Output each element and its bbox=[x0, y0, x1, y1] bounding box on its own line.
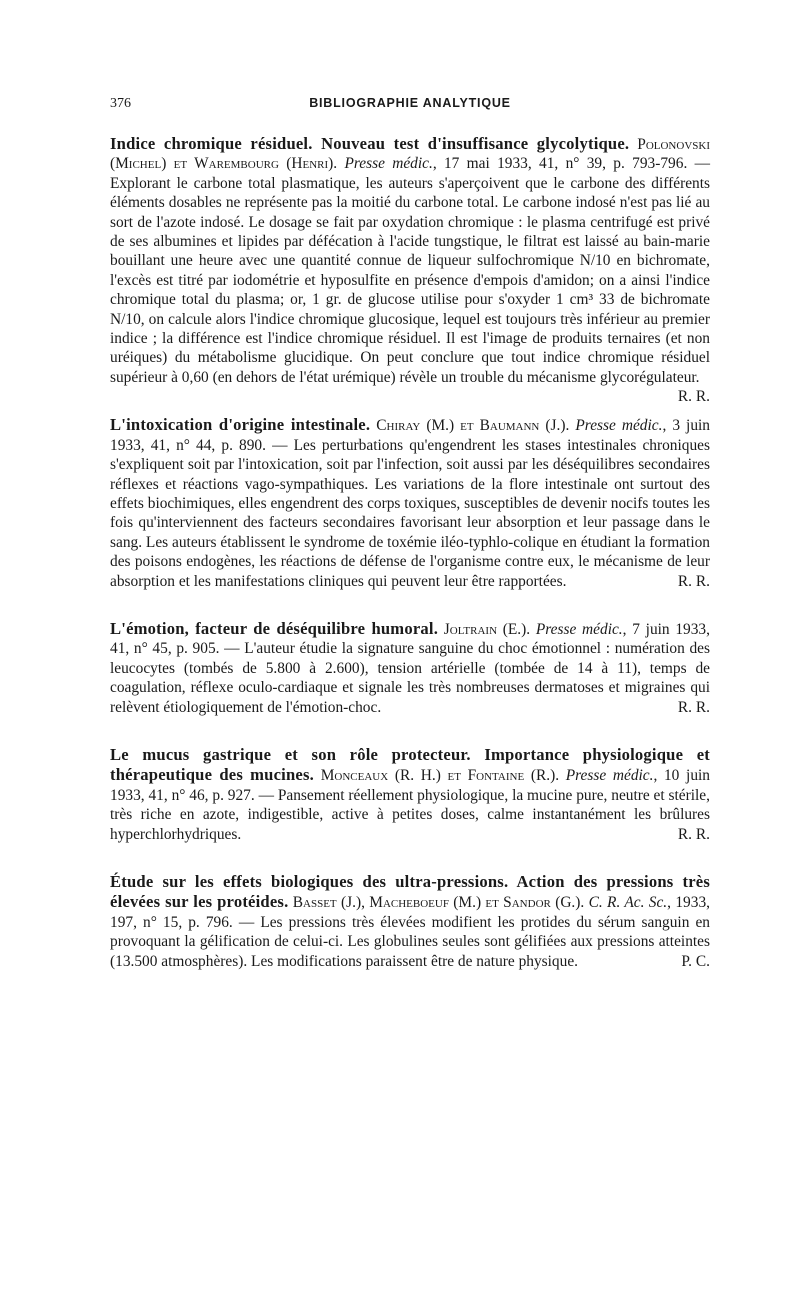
entry-citation: , 3 juin 1933, 41, n° 44, p. 890. — bbox=[110, 417, 710, 454]
entry-body: L'auteur étudie la signature sanguine du choc émotionnel : numération des leucocytes (tombés de 5.800 à 2.600), tension artérielle (tombée de 14 à 11), temps de coagulation, réflexe oculo-cardiaque et signale les très nombreuses dermatoses et migraines qui relèvent étiologiquement de l'émotion-choc. bbox=[110, 640, 710, 716]
entry-authors: Monceaux (R. H.) et Fontaine (R.). bbox=[320, 767, 560, 785]
bibliography-entry bbox=[110, 745, 710, 844]
entry-signature: P. C. bbox=[681, 952, 710, 970]
entry-authors: Chiray (M.) et Baumann (J.). bbox=[376, 417, 570, 435]
entry-journal: Presse médic. bbox=[565, 767, 654, 785]
entry-body: Les perturbations qu'engendrent les stases intestinales chroniques s'expliquent soit par l'intoxication, soit par l'infection, soit aussi par les déséquilibres secondaires réflexes et réactions vago-sympathiques. Les variations de la flore intestinale ont surtout des effets biochimiques, elles engendrent des corps toxiques, susceptibles de devenir nocifs toutes les fois qu'interviennent des facteurs secondaires favorisant leur absorption et leur passage dans le sang. Les auteurs établissent le syndrome de toxémie iléo-typhlo-colique en étudiant la formation des poisons endogènes, les réactions de défense de l'organisme contre eux, le mécanisme de leur absorption et les manifestations cliniques qui peuvent leur être rapportées. bbox=[110, 436, 710, 590]
entry-signature: R. R. bbox=[677, 698, 710, 716]
entry-journal: Presse médic. bbox=[344, 155, 433, 173]
entry-title: Le mucus gastrique et son rôle protecteur. Importance physiologique et thérapeutique des mucines. bbox=[110, 744, 710, 785]
entry-title: Étude sur les effets biologiques des ultra-pressions. Action des pressions très élevées sur les protéides. bbox=[110, 872, 710, 912]
running-title: BIBLIOGRAPHIE ANALYTIQUE bbox=[309, 96, 511, 110]
entry-citation: , 7 juin 1933, 41, n° 45, p. 905. — bbox=[110, 620, 710, 658]
running-head bbox=[110, 96, 710, 118]
entry-title: L'intoxication d'origine intestinale. bbox=[110, 415, 371, 435]
entry-journal: Presse médic. bbox=[575, 417, 663, 435]
page-number: 376 bbox=[110, 96, 131, 111]
entry-citation: , 1933, 197, n° 15, p. 796. — bbox=[110, 894, 710, 931]
entry-title: L'émotion, facteur de déséquilibre humoral. bbox=[110, 618, 439, 638]
entry-journal: Presse médic. bbox=[535, 620, 623, 638]
entry-authors: Polonovski (Michel) et Warembourg (Henri). bbox=[110, 136, 710, 173]
entry-journal: C. R. Ac. Sc. bbox=[588, 894, 668, 912]
bibliography-entry bbox=[110, 619, 710, 717]
entry-authors: Basset (J.), Macheboeuf (M.) et Sandor (G.). bbox=[292, 894, 585, 912]
entry-body: Pansement réellement physiologique, la mucine pure, neutre et stérile, très riche en azote, indigestible, active à petites doses, calme instantanément les brûlures hyperchlorhydriques. bbox=[110, 786, 710, 843]
entry-signature: R. R. bbox=[677, 388, 710, 406]
entry-signature: R. R. bbox=[677, 825, 710, 843]
entry-authors: Joltrain (E.). bbox=[443, 620, 531, 638]
bibliography-entry bbox=[110, 134, 710, 406]
entry-citation: , 17 mai 1933, 41, n° 39, p. 793-796. — bbox=[432, 155, 710, 173]
bibliography-entry bbox=[110, 872, 710, 971]
bibliography-entry bbox=[110, 415, 710, 591]
entry-citation: , 10 juin 1933, 41, n° 46, p. 927. — bbox=[110, 767, 710, 804]
page bbox=[110, 96, 710, 999]
entry-body: Explorant le carbone total plasmatique, les auteurs s'aperçoivent que le carbone des différents éléments dosables ne représente pas la moitié du carbone total. Le carbone indosé n'est pas lié au sort de l'azote indosé. Le dosage se fait par oxydation chromique : le plasma centrifugé est privé de ses albumines et lipides par défécation à l'acide tungstique, le filtrat est laissé au bain-marie bouillant une heure avec une quantité connue de liqueur sulfochromique N/10 en bichromate, l'excès est titré par iodométrie et hyposulfite en présence d'empois d'amidon; on a ainsi l'indice chromique total du plasma; or, 1 gr. de glucose utilise pour s'oxyder 1 cm³ 33 de bichromate N/10, on calcule alors l'indice chromique glucosique, lequel est toujours très inférieur au premier indice ; la différence est l'indice chromique résiduel. Il est l'image de produits ternaires (et non uréiques) du métabolisme glucidique. On peut conclure que tout indice chromique résiduel supérieur à 0,60 (en dehors de l'état urémique) révèle un trouble du mécanisme glycorégulateur. bbox=[110, 174, 710, 386]
entry-signature: R. R. bbox=[677, 572, 710, 590]
entry-body: Les pressions très élevées modifient les protides du sérum sanguin en provoquant la gélification de celui-ci. Les globulines seules sont gélifiées aux pressions atteintes (13.500 atmosphères). Les modifications paraissent être de nature physique. bbox=[110, 913, 710, 970]
entry-title: Indice chromique résiduel. Nouveau test d'insuffisance glycolytique. bbox=[110, 134, 630, 153]
